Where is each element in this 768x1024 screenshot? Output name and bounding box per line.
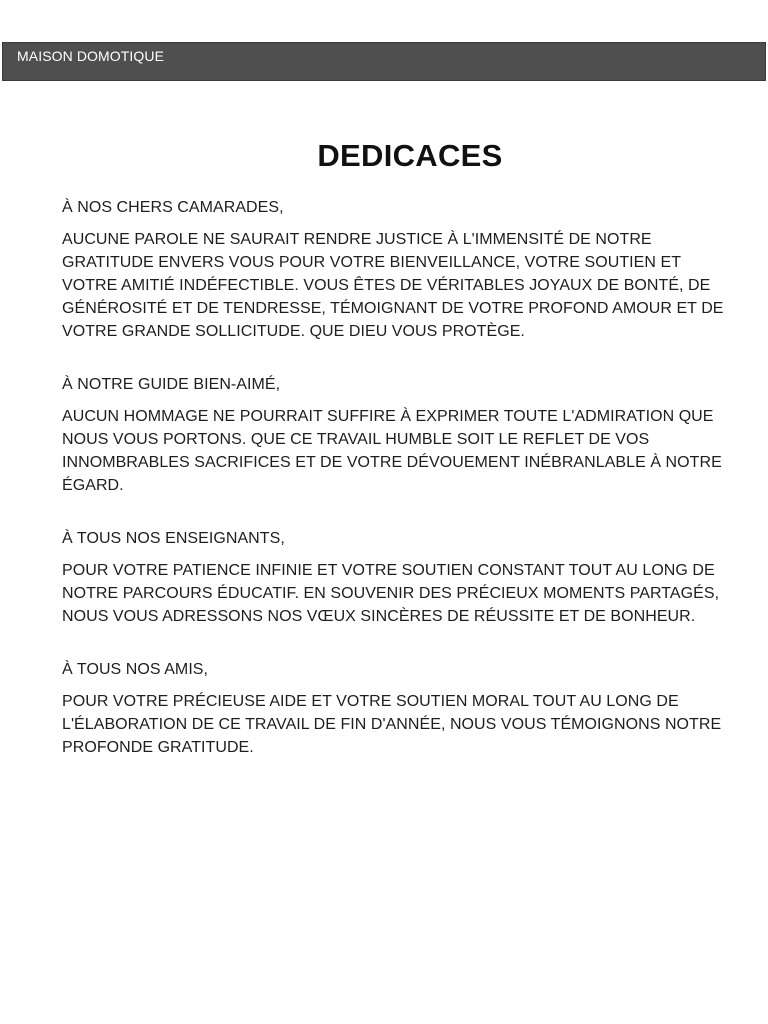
dedication-heading: À TOUS NOS AMIS, (62, 661, 209, 678)
dedication-section-enseignants (62, 527, 734, 628)
dedication-section-amis (62, 658, 734, 759)
dedication-text: POUR VOTRE PRÉCIEUSE AIDE ET VOTRE SOUTIEN MORAL TOUT AU LONG DE L'ÉLABORATION DE CE TRAVAIL DE FIN D'ANNÉE, NOUS VOUS TÉMOIGNONS NOTRE PROFONDE GRATITUDE. (62, 693, 722, 756)
page-title: DEDICACES (317, 138, 503, 173)
dedication-heading: À TOUS NOS ENSEIGNANTS, (62, 530, 285, 547)
dedication-heading: À NOS CHERS CAMARADES, (62, 199, 284, 216)
header-title: MAISON DOMOTIQUE (17, 48, 165, 64)
dedication-section-camarades (62, 196, 734, 343)
dedication-text: POUR VOTRE PATIENCE INFINIE ET VOTRE SOUTIEN CONSTANT TOUT AU LONG DE NOTRE PARCOURS ÉDUCATIF. EN SOUVENIR DES PRÉCIEUX MOMENTS PARTAGÉS, NOUS VOUS ADRESSONS NOS VŒUX SINCÈRES DE RÉUSSITE ET DE BONHEUR. (62, 562, 720, 625)
dedication-heading: À NOTRE GUIDE BIEN-AIMÉ, (62, 376, 281, 393)
header-bar (2, 42, 766, 81)
dedication-text: AUCUN HOMMAGE NE POURRAIT SUFFIRE À EXPRIMER TOUTE L'ADMIRATION QUE NOUS VOUS PORTONS. QUE CE TRAVAIL HUMBLE SOIT LE REFLET DE VOS INNOMBRABLES SACRIFICES ET DE VOTRE DÉVOUEMENT INÉBRANLABLE À NOTRE ÉGARD. (62, 408, 722, 494)
dedication-text: AUCUNE PAROLE NE SAURAIT RENDRE JUSTICE À L'IMMENSITÉ DE NOTRE GRATITUDE ENVERS VOUS POUR VOTRE BIENVEILLANCE, VOTRE SOUTIEN ET VOTRE AMITIÉ INDÉFECTIBLE. VOUS ÊTES DE VÉRITABLES JOYAUX DE BONTÉ, DE GÉNÉROSITÉ ET DE TENDRESSE, TÉMOIGNANT DE VOTRE PROFOND AMOUR ET DE VOTRE GRANDE SOLLICITUDE. QUE DIEU VOUS PROTÈGE. (62, 231, 724, 340)
dedications-content (62, 196, 734, 759)
dedication-section-guide (62, 373, 734, 497)
